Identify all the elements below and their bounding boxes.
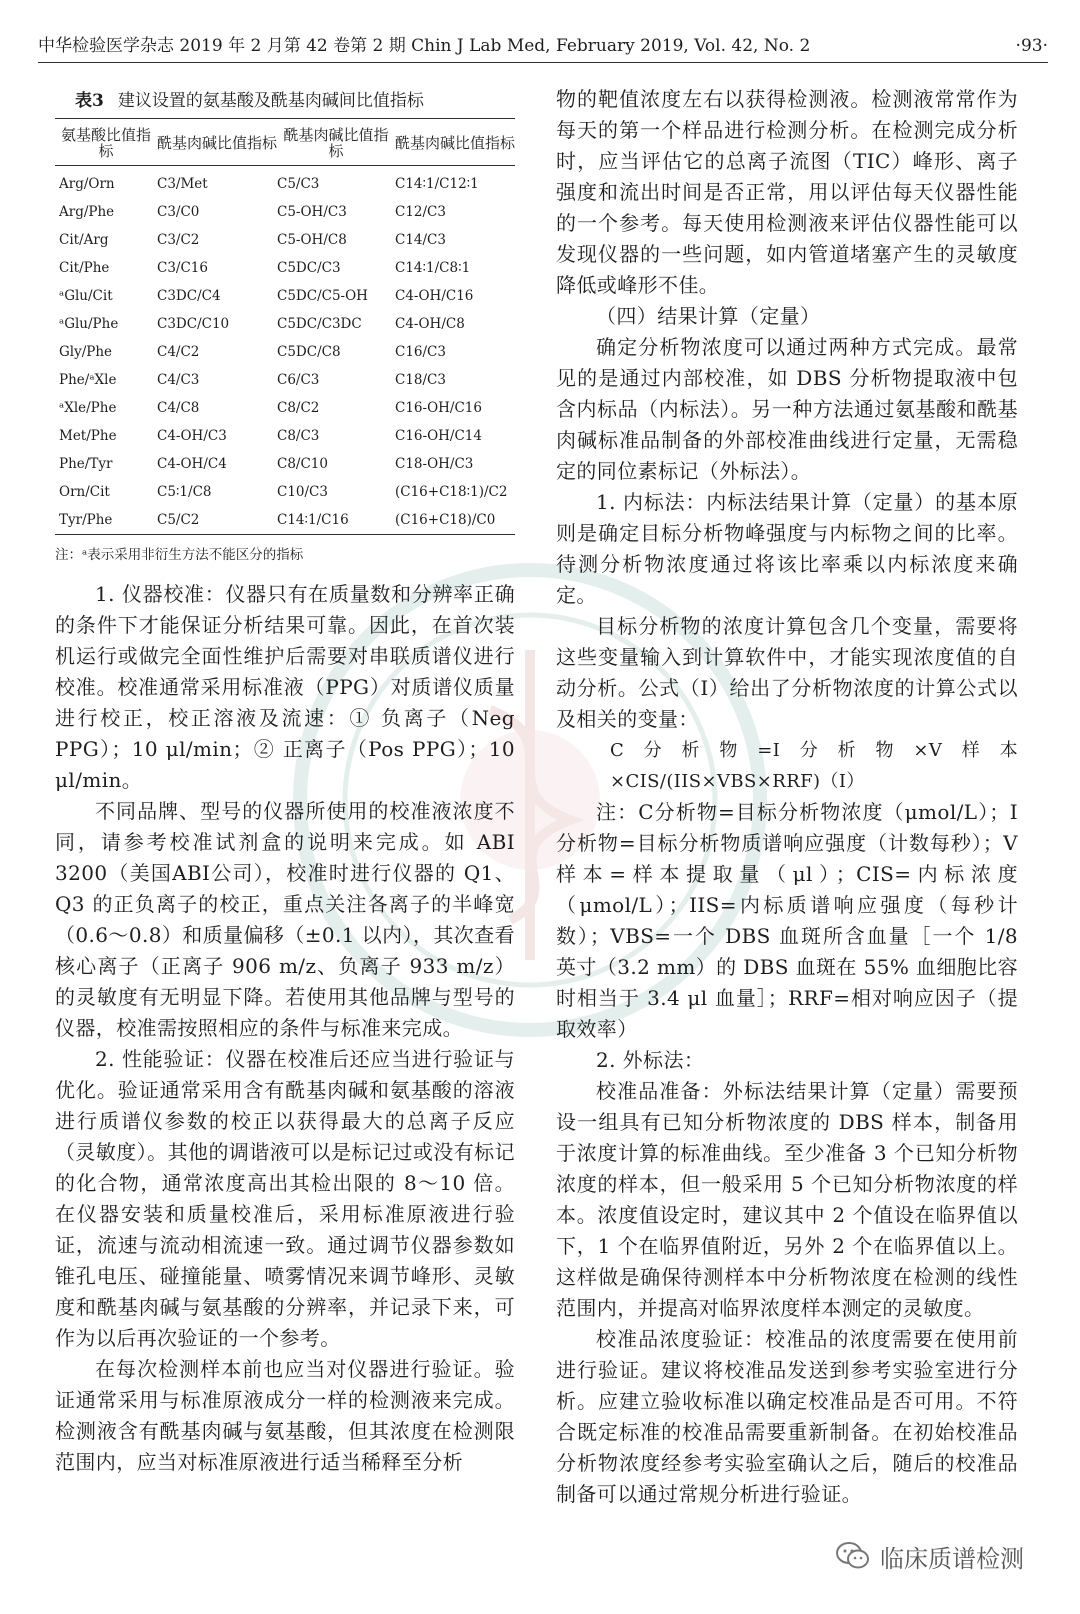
table-cell: C6/C3 (277, 372, 320, 388)
table-cell: Cit/Phe (59, 260, 110, 276)
table-caption (55, 84, 515, 118)
ratio-table (55, 118, 515, 535)
table-row (55, 282, 515, 310)
table-cell: C4/C2 (157, 344, 200, 360)
table-cell: C10/C3 (277, 484, 328, 500)
table-cell: Phe/ᵃXle (59, 372, 117, 388)
table-cell: Met/Phe (59, 428, 117, 444)
paragraph: 不同品牌、型号的仪器所使用的校准液浓度不同，请参考校准试剂盒的说明来完成。如 ABI 3200（美国ABI公司），校准时进行仪器的 Q1、Q3 的正负离子的校正，重点关注各离子的半峰宽（0.6～0.8）和质量偏移（±0.1 以内），其次查看核心离子（正离子 906 m/z、负离子 933 m/z）的灵敏度有无明显下降。若使用其他品牌与型号的仪器，校准需按照相应的条件与标准来完成。 (55, 799, 515, 1040)
table-cell: C5-OH/C3 (277, 204, 347, 220)
journal-citation: 中华检验医学杂志 2019 年 2 月第 42 卷第 2 期 Chin J Lab Med, February 2019, Vol. 42, No. 2 (38, 36, 811, 56)
table-row (55, 166, 515, 199)
paragraph-continued: 物的靶值浓度左右以获得检测液。检测液常常作为每天的第一个样品进行检测分析。在检测完成分析时，应当评估它的总离子流图（TIC）峰形、离子强度和流出时间是否正常，用以评估每天仪器性能的一个参考。每天使用检测液来评估仪器性能可以发现仪器的一些问题，如内管道堵塞产生的灵敏度降低或峰形不佳。 (556, 87, 1018, 297)
table-cell: C14∶1/C16 (277, 512, 349, 528)
table-cell: C5DC/C3DC (277, 316, 362, 332)
table-cell: C3/C2 (157, 232, 200, 248)
table-cell: C4/C3 (157, 372, 200, 388)
table-row (55, 198, 515, 226)
table-cell: C14/C3 (395, 232, 446, 248)
journal-header (38, 30, 1048, 63)
right-column (556, 84, 1018, 1510)
table-note: 注：ᵃ表示采用非衍生方法不能区分的指标 (55, 547, 304, 563)
paragraph: 校准品浓度验证：校准品的浓度需要在使用前进行验证。建议将校准品发送到参考实验室进行分析。应建立验收标准以确定校准品是否可用。不符合既定标准的校准品需要重新制备。在初始校准品分析物浓度经参考实验室确认之后，随后的校准品制备可以通过常规分析进行验证。 (556, 1327, 1018, 1506)
table-cell: Cit/Arg (59, 232, 109, 248)
table-cell: Arg/Orn (59, 176, 115, 192)
paragraph: 在每次检测样本前也应当对仪器进行验证。验证通常采用与标准原液成分一样的检测液来完成。检测液含有酰基肉碱与氨基酸，但其浓度在检测限范围内，应当对标准原液进行适当稀释至分析 (55, 1357, 515, 1474)
table-cell: C3DC/C10 (157, 316, 230, 332)
formula: C分析物=I分析物×V样本×CIS/(IIS×VBS×RRF)（Ⅰ） (610, 740, 1018, 792)
table-cell: C5DC/C5-OH (277, 288, 368, 304)
table-cell: C3/C0 (157, 204, 200, 220)
table-header-cell: 酰基肉碱比值指标 (157, 134, 278, 152)
paragraph: 确定分析物浓度可以通过两种方式完成。最常见的是通过内部校准，如 DBS 分析物提取液中包含内标品（内标法）。另一种方法通过氨基酸和酰基肉碱标准品制备的外部校准曲线进行定量，无需稳定的同位素标记（外标法）。 (556, 335, 1018, 483)
paragraph: 1. 仪器校准：仪器只有在质量数和分辨率正确的条件下才能保证分析结果可靠。因此，在首次装机运行或做完全面性维护后需要对串联质谱仪进行校准。校准通常采用标准液（PPG）对质谱仪质量进行校正，校正溶液及流速：① 负离子（Neg PPG）；10 μl/min；② 正离子（Pos PPG）；10 μl/min。 (55, 582, 515, 792)
table-row (55, 254, 515, 282)
paragraph: 校准品准备：外标法结果计算（定量）需要预设一组具有已知分析物浓度的 DBS 样本，制备用于浓度计算的标准曲线。至少准备 3 个已知分析物浓度的样本，但一般采用 5 个已知分析物浓度的样本。浓度值设定时，建议其中 2 个值设在临界值以下，1 个在临界值附近，另外 2 个在临界值以上。这样做是确保待测样本中分析物浓度在检测的线性范围内，并提高对临界浓度样本测定的灵敏度。 (556, 1079, 1018, 1320)
table-cell: C5∶1/C8 (157, 484, 212, 500)
paragraph: 1. 内标法：内标法结果计算（定量）的基本原则是确定目标分析物峰强度与内标物之间的比率。待测分析物浓度通过将该比率乘以内标浓度来确定。 (556, 490, 1018, 607)
table-cell: ᵃXle/Phe (59, 400, 117, 416)
table-cell: Arg/Phe (59, 204, 115, 220)
table-cell: C3DC/C4 (157, 288, 221, 304)
table-cell: ᵃGlu/Phe (59, 316, 119, 332)
table-label: 表3 (75, 91, 104, 111)
table-cell: (C16+C18∶1)/C2 (395, 484, 508, 500)
table-cell: C18-OH/C3 (395, 456, 474, 472)
table-title: 建议设置的氨基酸及酰基肉碱间比值指标 (117, 91, 424, 111)
table-cell: (C16+C18)/C0 (395, 512, 496, 528)
table-cell: C16-OH/C14 (395, 428, 482, 444)
table-cell: C3/C16 (157, 260, 208, 276)
table-row (55, 506, 515, 535)
formula-note: 注：C分析物=目标分析物浓度（μmol/L）；I分析物=目标分析物质谱响应强度（计数每秒）；V样本=样本提取量（μl）；CIS=内标浓度（μmol/L）；IIS=内标质谱响应强度（每秒计数）；VBS=一个 DBS 血斑所含血量［一个 1/8 英寸（3.2 mm）的 DBS 血斑在 55% 血细胞比容时相当于 3.4 μl 血量］；RRF=相对响应因子（提取效率） (556, 800, 1019, 1041)
paragraph: 2. 性能验证：仪器在校准后还应当进行验证与优化。验证通常采用含有酰基肉碱和氨基酸的溶液进行质谱仪参数的校正以获得最大的总离子反应（灵敏度）。其他的调谐液可以是标记过或没有标记的化合物，通常浓度高出其检出限的 8～10 倍。在仪器安装和质量校准后，采用标准原液进行验证，流速与流动相流速一致。通过调节仪器参数如锥孔电压、碰撞能量、喷雾情况来调节峰形、灵敏度和酰基肉碱与氨基酸的分辨率，并记录下来，可作为以后再次验证的一个参考。 (55, 1047, 515, 1350)
table-cell: C16-OH/C16 (395, 400, 482, 416)
wechat-icon (836, 1542, 870, 1570)
table-cell: C18/C3 (395, 372, 446, 388)
table-header-cell: 酰基肉碱比值指标 (283, 126, 389, 160)
table-cell: C5/C3 (277, 176, 320, 192)
table-cell: C4-OH/C8 (395, 316, 465, 332)
table-cell: C4-OH/C4 (157, 456, 227, 472)
wechat-account[interactable] (836, 1536, 1024, 1576)
table-header-cell: 氨基酸比值指标 (60, 126, 151, 160)
table-cell: C8/C2 (277, 400, 320, 416)
paragraph: 目标分析物的浓度计算包含几个变量，需要将这些变量输入到计算软件中，才能实现浓度值的自动分析。公式（Ⅰ）给出了分析物浓度的计算公式以及相关的变量： (556, 614, 1018, 731)
table-cell: C5DC/C8 (277, 344, 341, 360)
table-row (55, 310, 515, 338)
table-row (55, 226, 515, 254)
table-row (55, 450, 515, 478)
table-cell: C5-OH/C8 (277, 232, 347, 248)
table-cell: C8/C10 (277, 456, 328, 472)
table-cell: C5DC/C3 (277, 260, 341, 276)
table-cell: Tyr/Phe (59, 512, 113, 528)
table-row (55, 366, 515, 394)
table-cell: C4-OH/C3 (157, 428, 227, 444)
table-header-row (55, 119, 515, 166)
table-cell: C14∶1/C12∶1 (395, 176, 479, 192)
table-cell: Orn/Cit (59, 484, 110, 500)
table-cell: C4-OH/C16 (395, 288, 474, 304)
table-row (55, 394, 515, 422)
table-cell: Gly/Phe (59, 344, 113, 360)
table-header-cell: 酰基肉碱比值指标 (395, 134, 516, 152)
table-row (55, 422, 515, 450)
table-cell: C8/C3 (277, 428, 320, 444)
table-cell: ᵃGlu/Cit (59, 288, 113, 304)
table-row (55, 338, 515, 366)
table-cell: C4/C8 (157, 400, 200, 416)
table-cell: C3/Met (157, 176, 208, 192)
wechat-account-name: 临床质谱检测 (880, 1544, 1024, 1573)
section-heading: （四）结果计算（定量） (596, 304, 821, 328)
page-number: ·93· (1015, 36, 1048, 56)
table-row (55, 478, 515, 506)
table-cell: C14∶1/C8∶1 (395, 260, 471, 276)
table-cell: C5/C2 (157, 512, 200, 528)
subheading: 2. 外标法： (596, 1048, 705, 1072)
left-column (55, 84, 515, 1478)
table-cell: Phe/Tyr (59, 456, 113, 472)
table-cell: C16/C3 (395, 344, 446, 360)
table-cell: C12/C3 (395, 204, 446, 220)
